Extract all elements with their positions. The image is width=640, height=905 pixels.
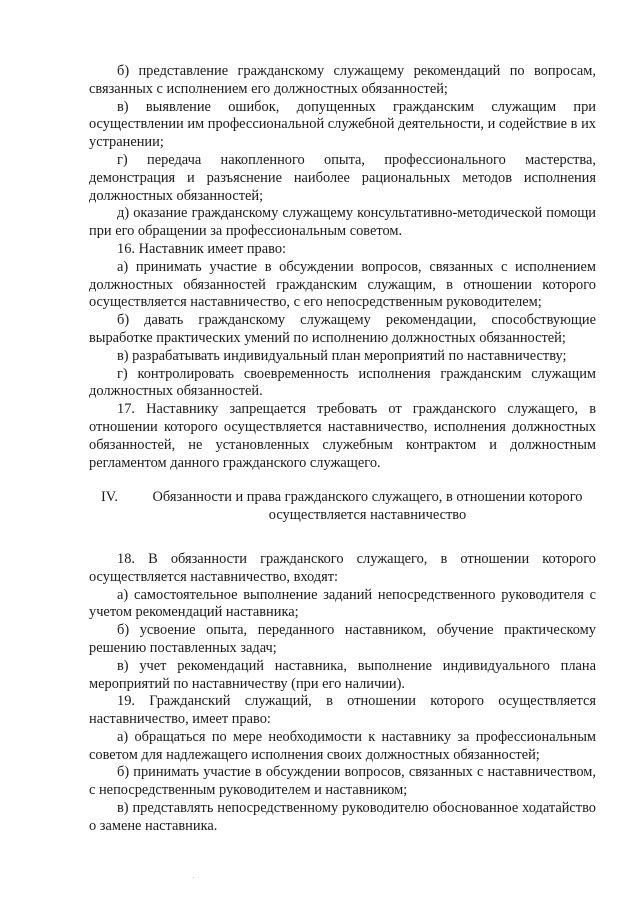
paragraph: в) представлять непосредственному руководителю обоснованное ходатайство о замене наставника. — [89, 800, 596, 834]
section-heading — [89, 489, 596, 525]
paragraph: б) усвоение опыта, переданного наставником, обучение практическому решению поставленных задач; — [89, 622, 596, 656]
paragraph: 19. Гражданский служащий, в отношении которого осуществляется наставничество, имеет право: — [89, 693, 596, 728]
paragraph: б) представление гражданскому служащему рекомендаций по вопросам, связанных с исполнением его должностных обязанностей; — [89, 63, 596, 97]
paragraph: г) передача накопленного опыта, профессионального мастерства, демонстрация и разъяснение наиболее рациональных методов исполнения должностных обязанностей; — [89, 151, 596, 204]
scan-speck — [193, 877, 194, 878]
section-number: IV. — [101, 489, 118, 506]
document-body — [89, 63, 596, 836]
paragraph: д) оказание гражданскому служащему консультативно-методической помощи при его обращении за профессиональным советом. — [89, 205, 596, 240]
paragraph: 16. Наставник имеет право: — [117, 240, 287, 257]
paragraph: 18. В обязанности гражданского служащего, в отношении которого осуществляется наставничество, входят: — [89, 550, 596, 585]
paragraph: б) давать гражданскому служащему рекомендации, способствующие выработке практических умений по исполнению должностных обязанностей; — [89, 312, 596, 346]
paragraph: а) самостоятельное выполнение заданий непосредственного руководителя с учетом рекомендаций наставника; — [89, 586, 596, 621]
paragraph: в) выявление ошибок, допущенных гражданским служащим при осуществлении им профессиональной служебной деятельности, и содействие в их устранении; — [89, 98, 596, 151]
paragraph: г) контролировать своевременность исполнения гражданским служащим должностных обязанностей. — [89, 365, 596, 400]
paragraph: в) разрабатывать индивидуальный план мероприятий по наставничеству; — [117, 347, 567, 364]
paragraph: а) принимать участие в обсуждении вопросов, связанных с исполнением должностных обязанностей гражданским служащим, в отношении которого осуществляется наставничество, с его непосредственным руководителем; — [89, 258, 596, 311]
section-title: Обязанности и права гражданского служащего, в отношении которого осуществляется наставничество — [152, 489, 583, 524]
paragraph: в) учет рекомендаций наставника, выполнение индивидуального плана мероприятий по наставничеству (при его наличии). — [89, 657, 596, 692]
paragraph: 17. Наставнику запрещается требовать от гражданского служащего, в отношении которого осуществляется наставничество, исполнения должностных обязанностей, не установленных служебным контрактом и должностным регламентом данного гражданского служащего. — [89, 401, 596, 471]
paragraph: б) принимать участие в обсуждении вопросов, связанных с наставничеством, с непосредственным руководителем и наставником; — [89, 764, 596, 799]
paragraph: а) обращаться по мере необходимости к наставнику за профессиональным советом для надлежащего исполнения своих должностных обязанностей; — [89, 728, 596, 763]
